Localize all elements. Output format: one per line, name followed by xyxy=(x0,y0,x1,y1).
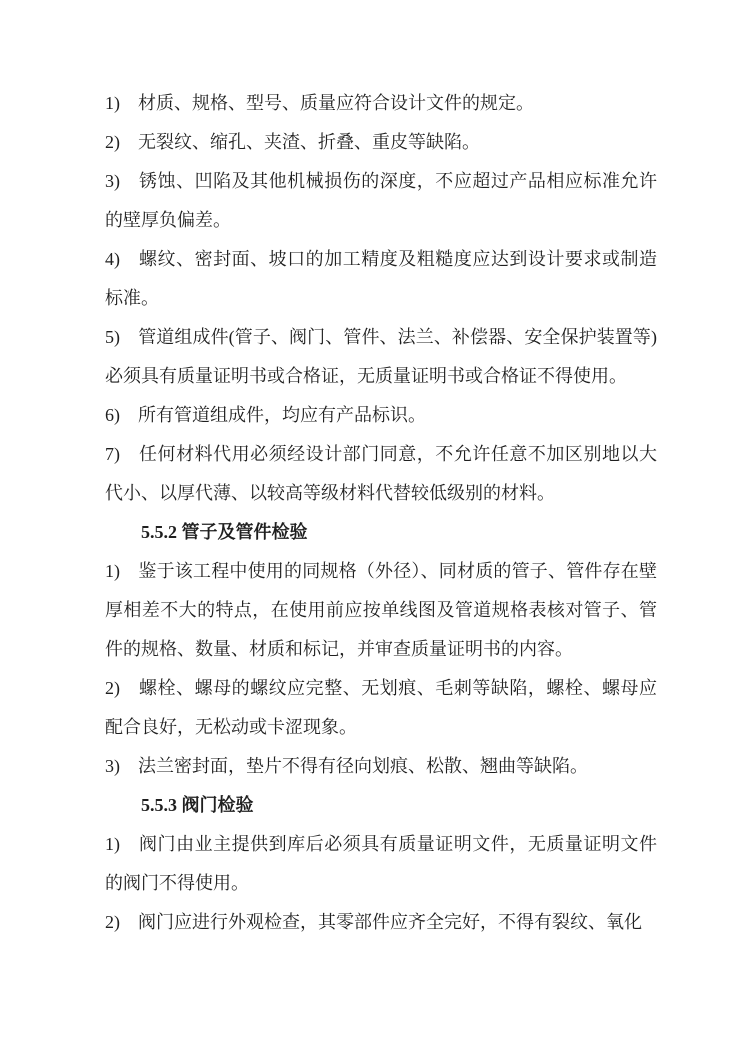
list-item-paragraph: 2) 螺栓、螺母的螺纹应完整、无划痕、毛刺等缺陷，螺栓、螺母应配合良好，无松动或卡涩现象。 xyxy=(105,678,657,737)
list-item-paragraph: 2) 无裂纹、缩孔、夹渣、折叠、重皮等缺陷。 xyxy=(105,132,480,152)
section-heading: 5.5.3 阀门检验 xyxy=(141,795,254,815)
list-item-paragraph: 6) 所有管道组成件，均应有产品标识。 xyxy=(105,405,426,425)
list-item-paragraph: 3) 锈蚀、凹陷及其他机械损伤的深度，不应超过产品相应标准允许的壁厚负偏差。 xyxy=(105,171,657,230)
list-item-paragraph: 1) 鉴于该工程中使用的同规格（外径）、同材质的管子、管件存在壁厚相差不大的特点，在使用前应按单线图及管道规格表核对管子、管件的规格、数量、材质和标记，并审查质量证明书的内容。 xyxy=(105,561,657,659)
list-item-paragraph: 1) 材质、规格、型号、质量应符合设计文件的规定。 xyxy=(105,93,534,113)
section-heading: 5.5.2 管子及管件检验 xyxy=(141,522,308,542)
list-item-paragraph: 3) 法兰密封面，垫片不得有径向划痕、松散、翘曲等缺陷。 xyxy=(105,756,588,776)
list-item-paragraph: 1) 阀门由业主提供到库后必须具有质量证明文件，无质量证明文件的阀门不得使用。 xyxy=(105,834,657,893)
list-item-paragraph: 7) 任何材料代用必须经设计部门同意，不允许任意不加区别地以大代小、以厚代薄、以较高等级材料代替较低级别的材料。 xyxy=(105,444,657,503)
list-item-paragraph: 2) 阀门应进行外观检查，其零部件应齐全完好，不得有裂纹、氧化 xyxy=(105,912,642,932)
list-item-paragraph: 4) 螺纹、密封面、坡口的加工精度及粗糙度应达到设计要求或制造标准。 xyxy=(105,249,657,308)
list-item-paragraph: 5) 管道组成件(管子、阀门、管件、法兰、补偿器、安全保护装置等)必须具有质量证明书或合格证，无质量证明书或合格证不得使用。 xyxy=(105,327,657,386)
